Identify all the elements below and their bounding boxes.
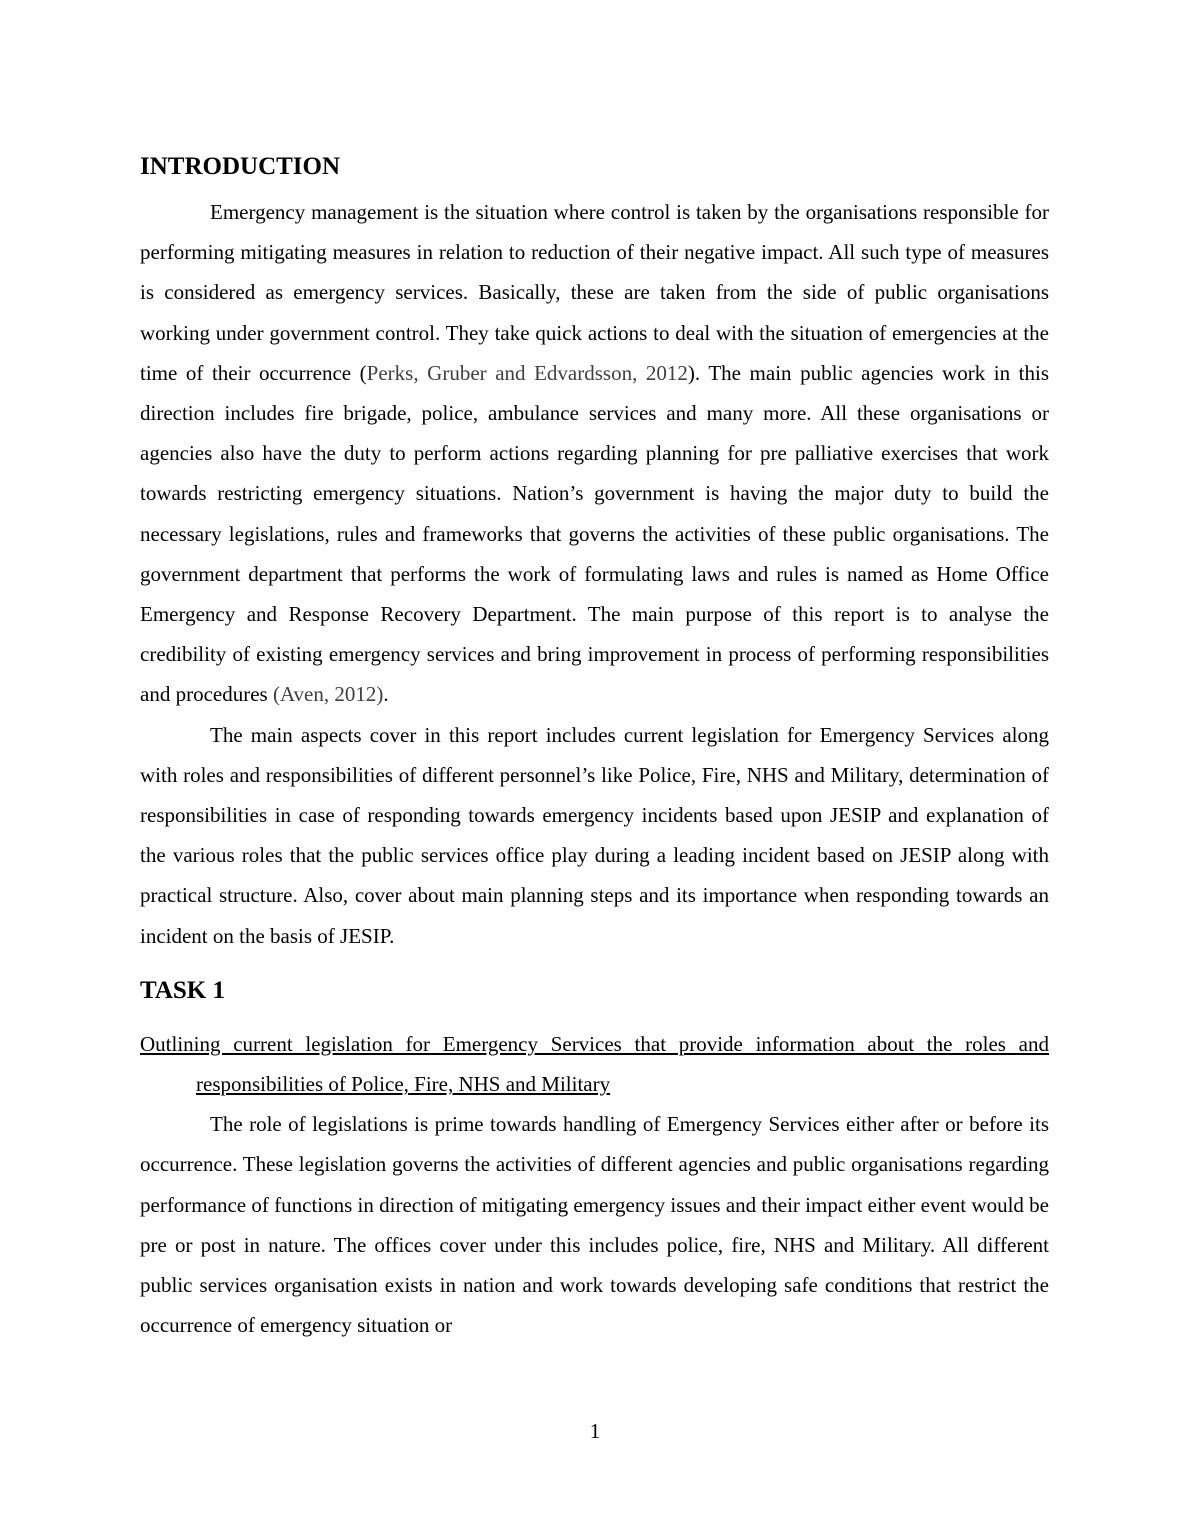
document-page — [140, 150, 1049, 1345]
task-1-subheading: Outlining current legislation for Emergency Services that provide information about the roles and responsibilities of Police, Fire, NHS and Military — [140, 1031, 1049, 1097]
intro-paragraph-1 — [140, 192, 1049, 715]
intro-paragraph-2: The main aspects cover in this report includes current legislation for Emergency Services along with roles and responsibilities of different personnel’s like Police, Fire, NHS and Military, determination of responsibilities in case of responding towards emergency incidents based upon JESIP and explanation of the various roles that the public services office play during a leading incident based on JESIP along with practical structure. Also, cover about main planning steps and its importance when responding towards an incident on the basis of JESIP. — [140, 722, 1049, 948]
intro-p1-text-a: Emergency management is the situation where control is taken by the organisations responsible for performing mitigating measures in relation to reduction of their negative impact. All such type of measures is considered as emergency services. Basically, these are taken from the side of public organisations working under government control. They take quick actions to deal with the situation of emergencies at the time of their occurrence ( — [140, 200, 1049, 385]
task-1-heading: TASK 1 — [140, 976, 225, 1004]
citation-perks: Perks, Gruber and Edvardsson, 2012 — [366, 360, 688, 385]
intro-p1-text-b: ). The main public agencies work in this direction includes fire brigade, police, ambulance services and many more. All these organisations or agencies also have the duty to perform actions regarding planning for pre palliative exercises that work towards restricting emergency situations. Nation’s government is having the major duty to build the necessary legislations, rules and frameworks that governs the activities of these public organisations. The government department that performs the work of formulating laws and rules is named as Home Office Emergency and Response Recovery Department. The main purpose of this report is to analyse the credibility of existing emergency services and bring improvement in process of performing responsibilities and procedures — [140, 360, 1050, 707]
intro-p1-text-c: . — [383, 682, 389, 707]
page-number: 1 — [589, 1419, 601, 1443]
citation-aven: (Aven, 2012) — [272, 682, 384, 707]
introduction-heading: INTRODUCTION — [140, 153, 341, 180]
task-1-paragraph-1: The role of legislations is prime towards handling of Emergency Services either after or before its occurrence. These legislation governs the activities of different agencies and public organisations regarding performance of functions in direction of mitigating emergency issues and their impact either event would be pre or post in nature. The offices cover under this includes police, fire, NHS and Military. All different public services organisation exists in nation and work towards developing safe conditions that restrict the occurrence of emergency situation or — [140, 1112, 1049, 1338]
